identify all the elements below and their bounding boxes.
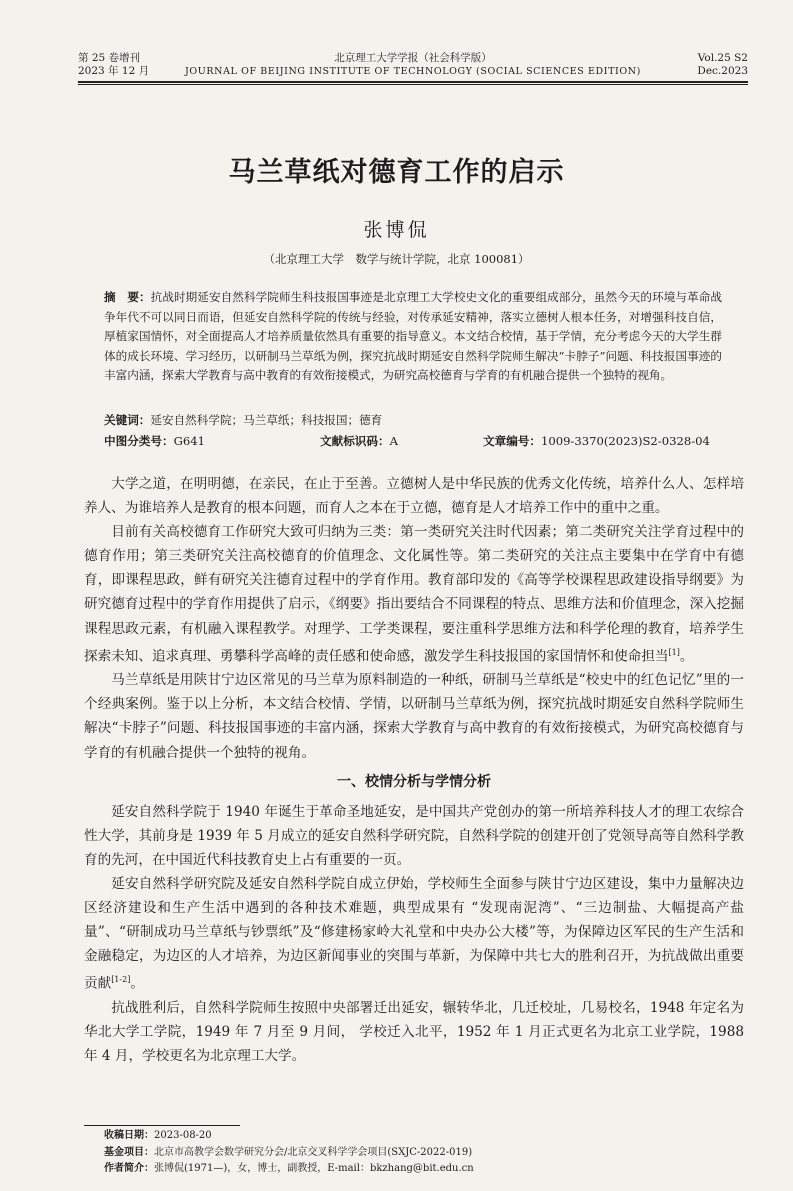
journal-name-en: JOURNAL OF BEIJING INSTITUTE OF TECHNOLOGY (SOCIAL SCIENCES EDITION) [185,66,641,77]
paragraph-5-text: 延安自然科学研究院及延安自然科学院自成立伊始，学校师生全面参与陕甘宁边区建设，集中力量解决边区经济建设和生产生活中遇到的各种技术难题，典型成果有 “发现南泥湾”、“三边制盐、大幅提高产盐量”、“研制成功马兰草纸与钞票纸”及“修建杨家岭大礼堂和中央办公大楼”等，为保障边区军民的生产生活和金融稳定，为边区的人才培养，为边区新闻事业的突围与革新，为保障中共七大的胜利召开，为抗战做出重要贡献 [84,876,744,992]
abstract-text: 抗战时期延安自然科学院师生科技报国事迹是北京理工大学校史文化的重要组成部分，虽然今天的环境与革命战争年代不可以同日而语，但延安自然科学院的传统与经验，对传承延安精神，落实立德树人根本任务，对增强科技自信，厚植家国情怀，对全面提高人才培养质量依然具有重要的指导意义。本文结合校情，基于学情，充分考虑今天的大学生群体的成长环境、学习经历，以研制马兰草纸为例，探究抗战时期延安自然科学院师生解决“卡脖子”问题、科技报国事迹的丰富内涵，探索大学教育与高中教育的有效衔接模式，为研究高校德育与学育的有机融合提供一个独特的视角。 [104,290,722,383]
volume-label-en: Vol.25 S2 [697,52,748,64]
footnote-fund [104,1145,724,1162]
art-label: 文章编号： [483,434,541,448]
doc-label: 文献标识码： [320,434,390,448]
header-rule [78,81,748,83]
keywords [104,411,722,431]
issue-date-en: Dec.2023 [697,65,748,77]
abstract [104,288,722,386]
volume-info [78,52,149,78]
keywords-label: 关键词： [104,413,151,427]
paragraph-3: 马兰草纸是用陕甘宁边区常见的马兰草为原料制造的一种纸，研制马兰草纸是“校史中的红色记忆”里的一个经典案例。鉴于以上分析，本文结合校情、学情，以研制马兰草纸为例，探究抗战时期延安自然科学院师生解决“卡脖子”问题、科技报国事迹的丰富内涵，探索大学教育与高中教育的有效衔接模式，为研究高校德育与学育的有机融合提供一个独特的视角。 [84,672,744,761]
received-label: 收稿日期： [104,1130,154,1141]
paragraph-5-end: 。 [130,975,144,992]
footnote-rule [84,1125,240,1126]
received-date: 2023-08-20 [154,1130,212,1141]
art-value: 1009-3370(2023)S2-0328-04 [540,434,710,448]
doc-value: A [389,434,398,448]
footnote-received [104,1128,724,1145]
fund-label: 基金项目： [104,1146,154,1158]
footnote-bio [104,1161,724,1178]
clc-code [104,432,205,452]
footnotes [104,1128,724,1178]
document-code [320,432,398,452]
citation-ref: [1] [668,647,680,657]
journal-name [178,52,648,78]
paragraph-2 [84,520,744,668]
clc-value: G641 [173,434,205,448]
paragraph-4: 延安自然科学院于 1940 年诞生于革命圣地延安，是中国共产党创办的第一所培养科技人才的理工农综合性大学，其前身是 1939 年 5 月成立的延安自然科学研究院，自然科学院的创建开创了党领导高等自然科学教育的先河，在中国近代科技教育史上占有重要的一页。 [84,803,744,868]
citation-ref: [1-2] [111,975,131,985]
author-name: 张博侃 [363,219,430,241]
article-body [84,472,744,1068]
article-title: 马兰草纸对德育工作的启示 [228,157,565,188]
article-number [483,432,710,452]
author-affiliation: （北京理工大学 数学与统计学院，北京 100081） [263,252,530,266]
issue-date-cn: 2023 年 12 月 [78,65,150,77]
paragraph-5 [84,872,744,996]
paragraph-2-text: 目前有关高校德育工作研究大致可归纳为三类：第一类研究关注时代因素；第二类研究关注学育过程中的德育作用；第三类研究关注高校德育的价值理念、文化属性等。第二类研究的关注点主要集中在学育中有德育，即课程思政，鲜有研究关注德育过程中的学育作用。教育部印发的《高等学校课程思政建设指导纲要》为研究德育过程中的学育作用提供了启示，《纲要》指出要结合不同课程的特点、思维方法和价值理念，深入挖掘课程思政元素，有机融入课程教学。对理学、工学类课程，要注重科学思维方法和科学伦理的教育，培养学生探索未知、追求真理、勇攀科学高峰的责任感和使命感，激发学生科技报国的家国情怀和使命担当 [84,524,744,665]
paragraph-6: 抗战胜利后，自然科学院师生按照中央部署迁出延安，辗转华北，几迁校址，几易校名，1948 年定名为华北大学工学院，1949 年 7 月至 9 月间， 学校迁入北平，1952 年 1 月正式更名为北京工业学院，1988 年 4 月，学校更名为北京理工大学。 [84,1000,744,1065]
bio-label: 作者简介： [104,1163,154,1174]
volume-info-en [697,52,748,78]
bio-text: 张博侃(1971—)，女，博士，副教授，E-mail：bkzhang@bit.edu.cn [154,1163,474,1174]
paragraph-2-end: 。 [679,648,694,665]
volume-label: 第 25 卷增刊 [78,52,141,64]
section-heading: 一、校情分析与学情分析 [337,773,491,790]
journal-name-cn: 北京理工大学学报（社会科学版） [334,52,492,64]
paragraph-1: 大学之道，在明明德，在亲民，在止于至善。立德树人是中华民族的优秀文化传统，培养什么人、怎样培养人、为谁培养人是教育的根本问题，而育人之本在于立德，德育是人才培养工作中的重中之重。 [84,476,744,517]
header-rule-thin [78,84,748,85]
fund-text: 北京市高教学会数学研究分会/北京交叉科学学会项目(SXJC-2022-019) [154,1146,473,1158]
abstract-label: 摘 要： [104,290,151,304]
clc-label: 中图分类号： [104,434,174,448]
keywords-text: 延安自然科学院；马兰草纸；科技报国；德育 [150,413,383,427]
